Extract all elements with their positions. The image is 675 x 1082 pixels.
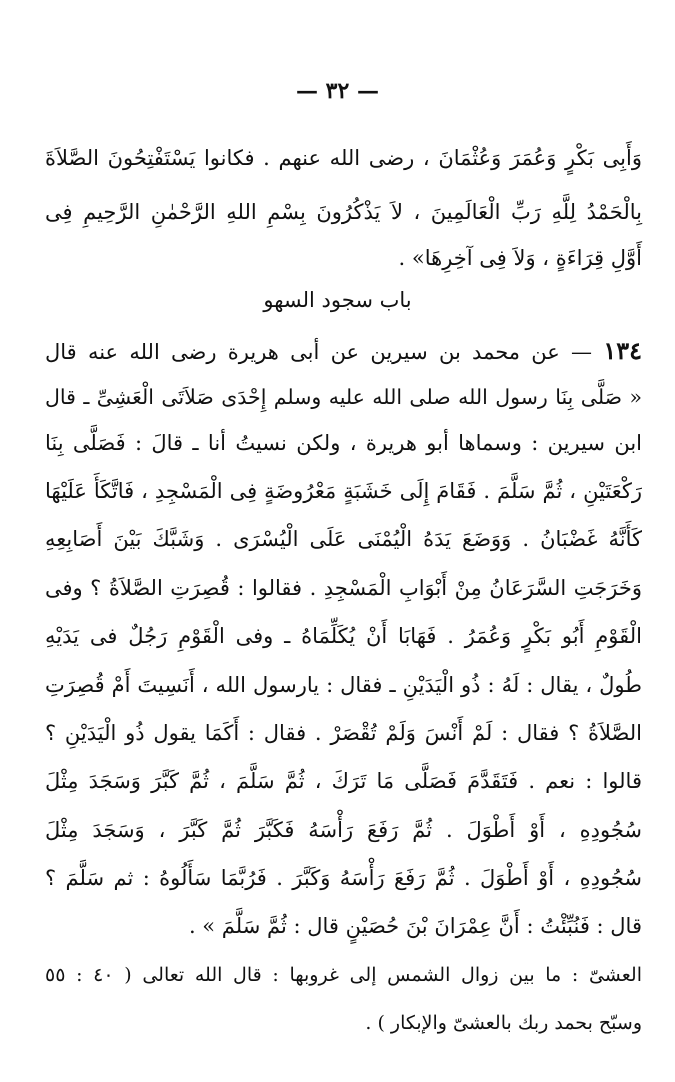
- text-line: بِالْحَمْدُ لِلَّهِ رَبِّ الْعَالَمِينَ ، لاَ يَذْكُرُونَ بِسْمِ اللهِ الرَّحْمٰنِ الرَّحِيمِ فِى: [45, 200, 642, 224]
- text-line: الْقَوْمِ أَبُو بَكْرٍ وَعُمَرُ . فَهَابَا أَنْ يُكَلِّمَاهُ ـ وفى الْقَوْمِ رَجُلٌ فى يَدَيْهِ: [45, 624, 642, 648]
- text-line: قالوا : نعم . فَتَقَدَّمَ فَصَلَّى مَا تَرَكَ ، ثُمَّ سَلَّمَ ، ثُمَّ كَبَّرَ وَسَجَدَ مِثْلَ: [45, 769, 642, 793]
- footnote-line: العشىّ : ما بين زوال الشمس إلى غروبها : قال الله تعالى ( ٤٠ : ٥٥: [45, 964, 642, 986]
- footnote-line: وسبّح بحمد ربك بالعشىّ والإبكار ) .: [365, 1012, 642, 1034]
- text-line: وَخَرَجَتِ السَّرَعَانُ مِنْ أَبْوَابِ الْمَسْجِدِ . فقالوا : قُصِرَتِ الصَّلاَةُ ؟ وفى: [45, 576, 642, 600]
- text-line: قال : فَنُبِّئْتُ : أَنَّ عِمْرَانَ بْنَ حُصَيْنٍ قال : ثُمَّ سَلَّمَ » .: [188, 914, 642, 938]
- text-line: سُجُودِهِ ، أَوْ أَطْوَلَ . ثُمَّ رَفَعَ رَأْسَهُ فَكَبَّرَ ثُمَّ كَبَّرَ ، وَسَجَدَ مِثْلَ: [45, 818, 642, 842]
- hadith-number: ١٣٤: [603, 336, 642, 365]
- text-line: « صَلَّى بِنَا رسول الله صلى الله عليه وسلم إِحْدَى صَلاَتَى الْعَشِىِّ ـ قال: [45, 385, 642, 409]
- text-line: كَأَنَّهُ غَضْبَانُ . وَوَضَعَ يَدَهُ الْيُمْنَى عَلَى الْيُسْرَى . وَشَبَّكَ بَيْنَ أَصَابِعِهِ: [45, 527, 642, 551]
- chapter-heading: باب سجود السهو: [263, 288, 412, 312]
- page-number: — ٣٢ —: [296, 78, 379, 104]
- text-line: الصَّلاَةُ ؟ فقال : لَمْ أَنْسَ وَلَمْ تُقْصَرْ . فقال : أَكَمَا يقول ذُو الْيَدَيْنِ ؟: [45, 721, 642, 745]
- text-line: طُولٌ ، يقال : لَهُ : ذُو الْيَدَيْنِ ـ فقال : يارسول الله ، أَنَسِيتَ أَمْ قُصِرَتِ: [45, 673, 642, 697]
- text-line: ابن سيرين : وسماها أبو هريرة ، ولكن نسيتُ أنا ـ قالَ : فَصَلَّى بِنَا: [45, 431, 642, 455]
- text-line: سُجُودِهِ ، أَوْ أَطْوَلَ . ثُمَّ رَفَعَ رَأْسَهُ وَكَبَّرَ . فَرُبَّمَا سَأَلُوهُ : ثم سَلَّمَ ؟: [45, 866, 642, 890]
- text-line: أَوَّلِ قِرَاءَةٍ ، وَلاَ فِى آخِرِهَا» .: [398, 246, 642, 270]
- hadith-first-line-text: — عن محمد بن سيرين عن أبى هريرة رضى الله عنه قال: [45, 340, 593, 364]
- hadith-first-line: [45, 336, 642, 367]
- text-line: رَكْعَتَيْنِ ، ثُمَّ سَلَّمَ . فَقَامَ إِلَى خَشَبَةٍ مَعْرُوضَةٍ فِى الْمَسْجِدِ ، فَاتَّكَأَ عَلَيْهَا: [45, 479, 642, 503]
- text-line: وَأَبِى بَكْرٍ وَعُمَرَ وَعُثْمَانَ ، رضى الله عنهم . فكانوا يَسْتَفْتِحُونَ الصَّلاَةَ: [45, 146, 642, 170]
